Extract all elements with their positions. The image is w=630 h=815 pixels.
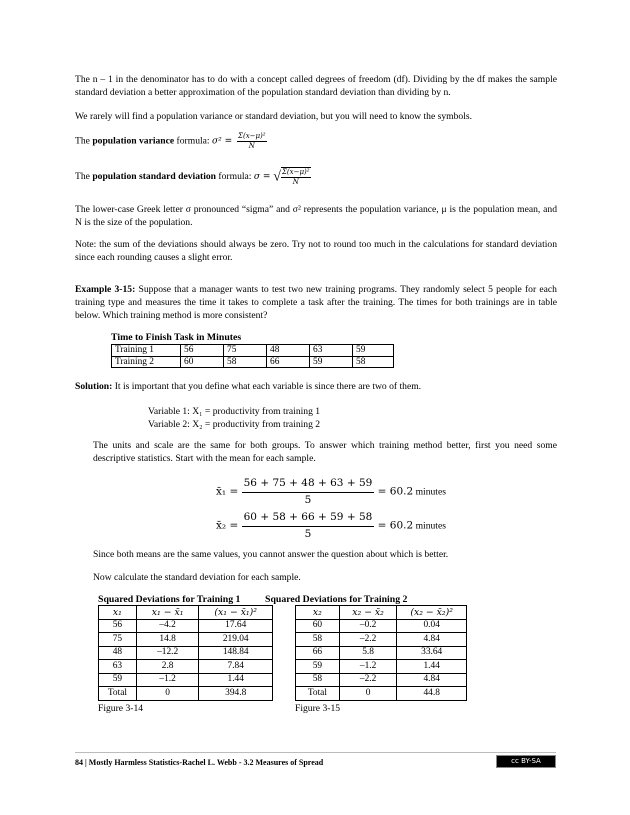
- table-cell: 0.04: [397, 619, 467, 633]
- table-cell: –2.2: [339, 633, 397, 647]
- table-cell: 59: [296, 660, 340, 674]
- table-cell: 14.8: [136, 633, 199, 647]
- population-sd-formula: The population standard deviation formula: σ = √ $\frac{\text{Σ(x−μ)²}}{N}$: [75, 168, 310, 186]
- table-row: [99, 646, 273, 660]
- table-cell: 66: [296, 646, 340, 660]
- table-cell: –12.2: [136, 646, 199, 660]
- table-cell: 58: [296, 673, 340, 687]
- table-row: [296, 660, 467, 674]
- table-cell: Total: [296, 687, 340, 701]
- table-cell: –1.2: [136, 673, 199, 687]
- table-cell: 0: [136, 687, 199, 701]
- degrees-of-freedom-paragraph: The n – 1 in the denominator has to do with a concept called degrees of freedom (df). Dividing by the df makes the sample standard deviation a better approximation of the population standard deviation than dividing by n.: [75, 74, 557, 98]
- table-cell: 48: [99, 646, 137, 660]
- times-table-block: [111, 332, 394, 368]
- symbols-paragraph: We rarely will find a population variance or standard deviation, but you will need to know the symbols.: [75, 111, 473, 122]
- times-table-cell: 75: [224, 345, 267, 357]
- table-row: [296, 673, 467, 687]
- table-cell: 394.8: [199, 687, 273, 701]
- table-cell: 148.84: [199, 646, 273, 660]
- times-table: [111, 344, 394, 368]
- variable-2: Variable 2: X₂ = productivity from training 2: [148, 419, 321, 430]
- table-cell: 1.44: [397, 660, 467, 674]
- population-variance-formula: The population variance formula: σ² = $\frac{\text{Σ(x−μ)²}}{N}$: [75, 132, 266, 150]
- table-cell: 0: [339, 687, 397, 701]
- table-cell: 4.84: [397, 633, 467, 647]
- times-table-cell: 59: [310, 356, 353, 368]
- example-3-15: Example 3-15: Suppose that a manager wants to test two new training programs. They randomly select 5 people for each training type and measures the time it takes to complete a task after the training. The times for both trainings are in table below. Which training method is more consistent?: [75, 284, 557, 321]
- table-row: [296, 646, 467, 660]
- table-cell: 1.44: [199, 673, 273, 687]
- table-cell: 44.8: [397, 687, 467, 701]
- sq-table-header: (x₂ − x̄₂)²: [397, 606, 467, 620]
- table-cell: –0.2: [339, 619, 397, 633]
- times-table-cell: 66: [267, 356, 310, 368]
- table-row: [99, 660, 273, 674]
- sq-table-header: x₂ − x̄₂: [339, 606, 397, 620]
- squared-deviations-table-2-title-block: [265, 594, 407, 605]
- table-cell: 58: [296, 633, 340, 647]
- table-cell: 33.64: [397, 646, 467, 660]
- table-row: [99, 633, 273, 647]
- sq-table-header: x₁: [99, 606, 137, 620]
- table-cell: –4.2: [136, 619, 199, 633]
- times-table-cell: 58: [353, 356, 394, 368]
- squared-deviations-table-1-block: [98, 594, 240, 605]
- sq-table-2-title: Squared Deviations for Training 2: [265, 594, 408, 605]
- sq-table-2-wrap: [295, 605, 467, 715]
- table-cell: 5.8: [339, 646, 397, 660]
- table-cell: Total: [99, 687, 137, 701]
- page-footer: 84 | Mostly Harmless Statistics-Rachel L. Webb - 3.2 Measures of Spread: [75, 758, 324, 767]
- table-cell: 4.84: [397, 673, 467, 687]
- variable-definitions: [148, 405, 320, 431]
- sq-table-header: (x₁ − x̄₁)²: [199, 606, 273, 620]
- calculate-sd-paragraph: Now calculate the standard deviation for each sample.: [93, 572, 301, 583]
- table-cell: 56: [99, 619, 137, 633]
- table-cell: 75: [99, 633, 137, 647]
- times-table-row: [112, 356, 394, 368]
- figure-3-14-caption: Figure 3-14: [98, 702, 144, 714]
- times-table-cell: 48: [267, 345, 310, 357]
- sq-table-2: [295, 605, 467, 701]
- times-table-row-label: Training 2: [112, 356, 181, 368]
- sqrt-symbol: √: [273, 169, 281, 185]
- table-cell: 219.04: [199, 633, 273, 647]
- sq-table-1: [98, 605, 273, 701]
- footer-rule: [75, 752, 556, 753]
- times-table-cell: 63: [310, 345, 353, 357]
- solution-paragraph: Solution: It is important that you define what each variable is since there are two of them.: [75, 381, 422, 392]
- table-cell: 63: [99, 660, 137, 674]
- figure-3-15-caption: Figure 3-15: [295, 702, 341, 714]
- times-table-row-label: Training 1: [112, 345, 181, 357]
- sigma-explanation-paragraph: The lower-case Greek letter σ pronounced “sigma” and σ² represents the population variance, μ is the population mean, and N is the size of the population.: [75, 204, 557, 228]
- mean-1-equation: x̄₁ = $\frac{56 + 75 + 48 + 63 + 59}{5}$ = 60.2 minutes: [216, 477, 446, 506]
- table-row: [296, 687, 467, 701]
- table-row: [99, 673, 273, 687]
- sq-table-1-wrap: [98, 605, 273, 715]
- table-cell: 17.64: [199, 619, 273, 633]
- means-same-paragraph: Since both means are the same values, you cannot answer the question about which is better.: [93, 549, 449, 560]
- times-table-row: [112, 345, 394, 357]
- table-row: [296, 619, 467, 633]
- rounding-note: Note: the sum of the deviations should always be zero. Try not to round too much in the calculations for standard deviation since each rounding causes a slight error.: [75, 239, 557, 263]
- table-cell: 7.84: [199, 660, 273, 674]
- table-cell: –1.2: [339, 660, 397, 674]
- sq-table-header: x₂: [296, 606, 340, 620]
- times-table-cell: 60: [181, 356, 224, 368]
- sq-table-1-title: Squared Deviations for Training 1: [98, 594, 241, 605]
- table-cell: 2.8: [136, 660, 199, 674]
- variable-1: Variable 1: X₁ = productivity from training 1: [148, 406, 321, 417]
- table-row: [99, 687, 273, 701]
- times-table-title: Time to Finish Task in Minutes: [111, 332, 242, 343]
- times-table-cell: 58: [224, 356, 267, 368]
- table-cell: 60: [296, 619, 340, 633]
- times-table-cell: 56: [181, 345, 224, 357]
- table-cell: 59: [99, 673, 137, 687]
- table-row: [296, 633, 467, 647]
- table-cell: –2.2: [339, 673, 397, 687]
- mean-2-equation: x̄₂ = $\frac{60 + 58 + 66 + 59 + 58}{5}$ = 60.2 minutes: [216, 511, 446, 540]
- table-row: [99, 619, 273, 633]
- units-scale-paragraph: The units and scale are the same for both groups. To answer which training method better, first you need some descriptive statistics. Start with the mean for each sample.: [93, 440, 557, 464]
- cc-by-sa-license-badge[interactable]: cc BY-SA: [496, 755, 556, 768]
- sq-table-header: x₁ − x̄₁: [136, 606, 199, 620]
- times-table-cell: 59: [353, 345, 394, 357]
